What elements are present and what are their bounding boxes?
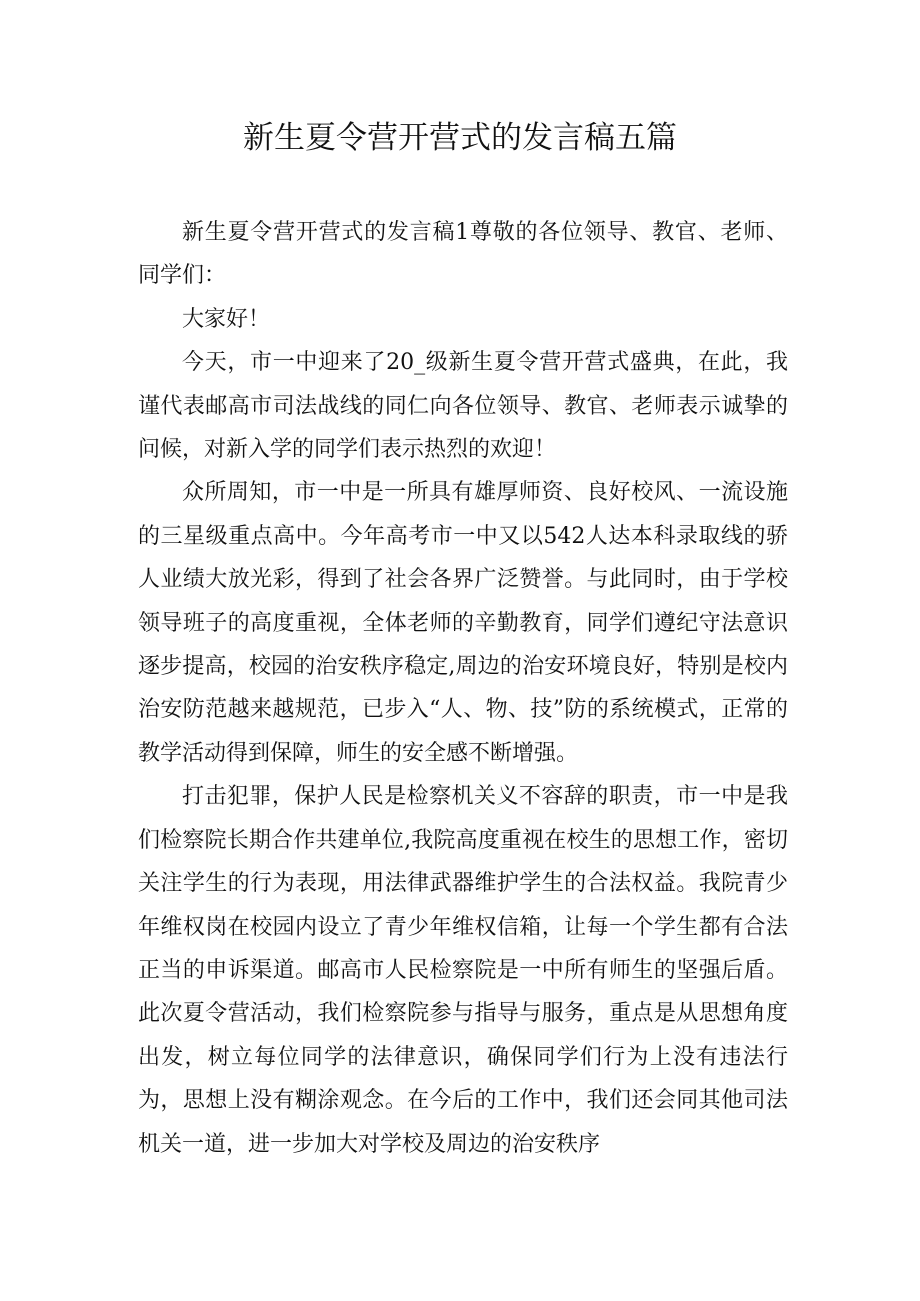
paragraph-welcome: 今天，市一中迎来了20_级新生夏令营开营式盛典，在此，我谨代表邮高市司法战线的同仁向各位领导、教官、老师表示诚挚的问候，对新入学的同学们表示热烈的欢迎！: [138, 350, 788, 463]
paragraph-school-overview: 众所周知，市一中是一所具有雄厚师资、良好校风、一流设施的三星级重点高中。今年高考市一中又以542人达本科录取线的骄人业绩大放光彩，得到了社会各界广泛赞誉。与此同时，由于学校领导班子的高度重视，全体老师的辛勤教育，同学们遵纪守法意识逐步提高，校园的治安秩序稳定,周边的治安环境良好，特别是校内治安防范越来越规范，已步入“人、物、技”防的系统模式，正常的教学活动得到保障，师生的安全感不断增强。: [138, 480, 788, 766]
document-title: 新生夏令营开营式的发言稿五篇: [243, 120, 677, 156]
document-body: [138, 211, 788, 1166]
paragraph-greeting: 大家好！: [182, 306, 271, 332]
paragraph-procuratorate-role: 打击犯罪，保护人民是检察机关义不容辞的职责，市一中是我们检察院长期合作共建单位,我院高度重视在校生的思想工作，密切关注学生的行为表现，用法律武器维护学生的合法权益。我院青少年维权岗在校园内设立了青少年维权信箱，让每一个学生都有合法正当的申诉渠道。邮高市人民检察院是一中所有师生的坚强后盾。此次夏令营活动，我们检察院参与指导与服务，重点是从思想角度出发，树立每位同学的法律意识，确保同学们行为上没有违法行为，思想上没有糊涂观念。在今后的工作中，我们还会同其他司法机关一道，进一步加大对学校及周边的治安秩序: [138, 784, 788, 1157]
paragraph-opening: 新生夏令营开营式的发言稿1尊敬的各位领导、教官、老师、同学们：: [138, 220, 788, 289]
